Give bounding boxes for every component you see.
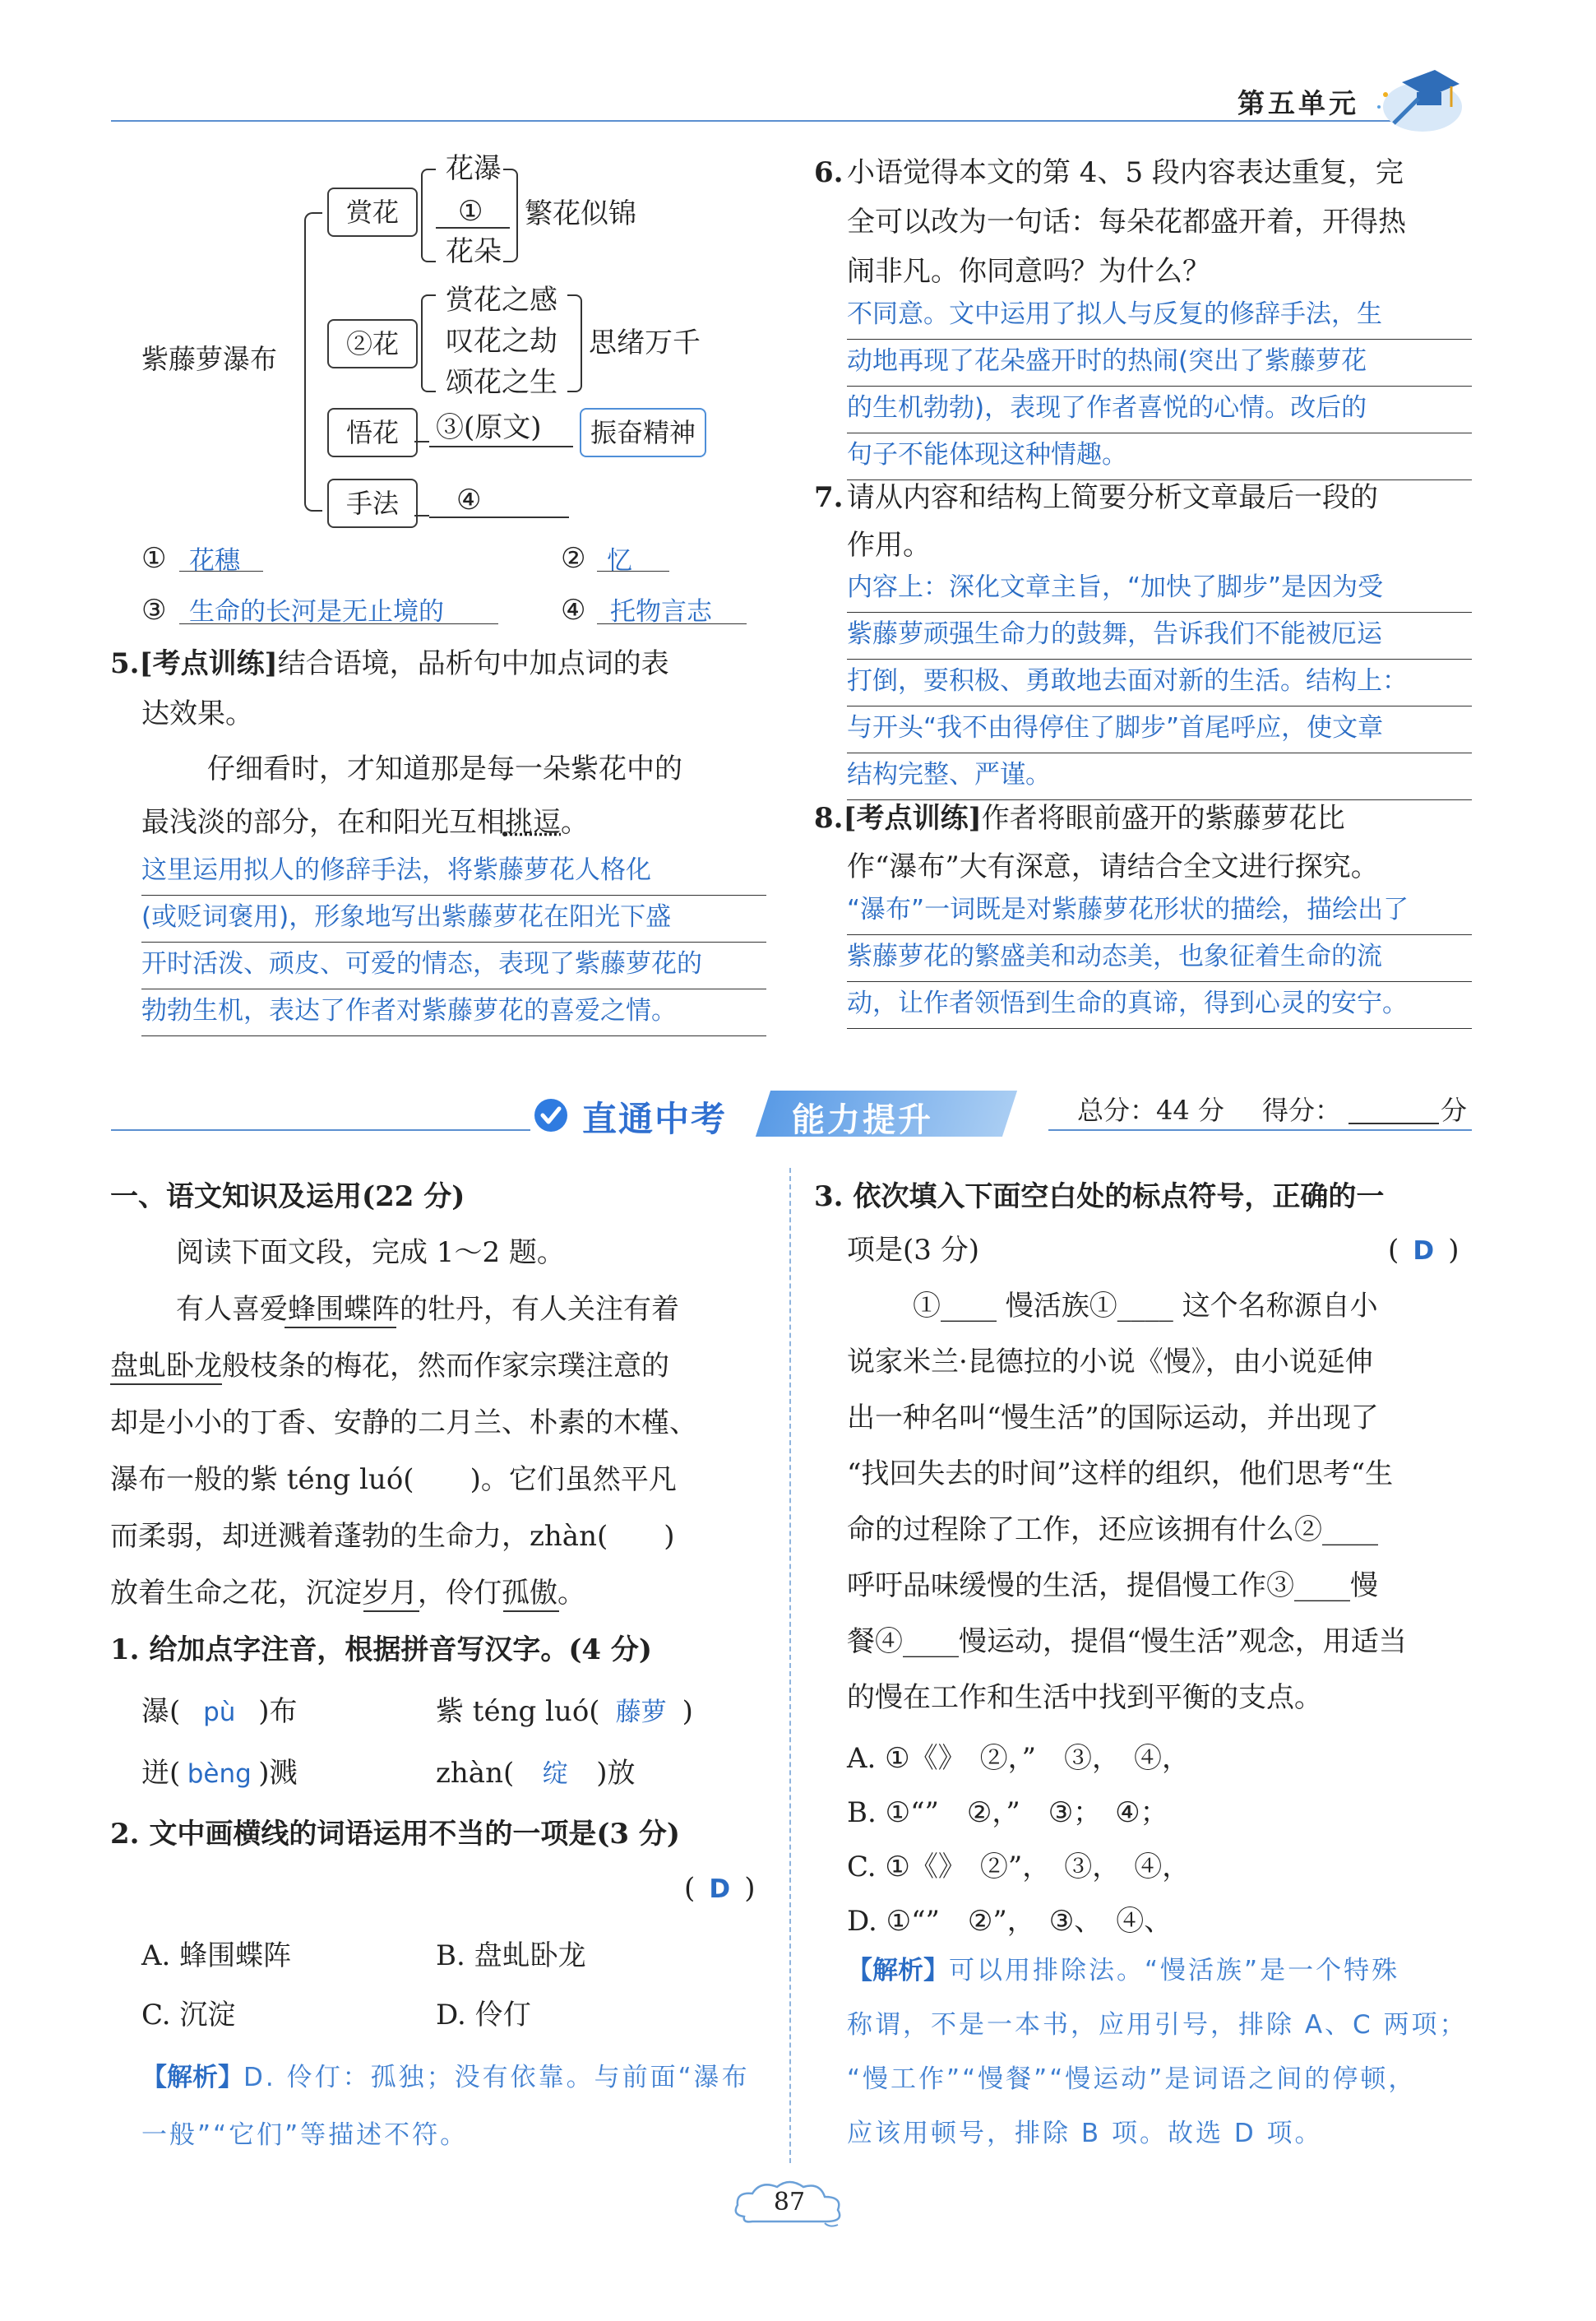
q1-r1-a-ans: pù (203, 1698, 236, 1727)
q1-r1-b-end: ) (682, 1695, 693, 1728)
q2-option-a[interactable]: A. 蜂围蝶阵 (141, 1939, 292, 1972)
b1-bracket (421, 169, 436, 262)
q5-dotted-word: 挑逗 (505, 806, 561, 839)
q7-answer-line: 内容上：深化文章主旨，“加快了脚步”是因为受 (847, 566, 1472, 613)
part1-p3: 却是小小的丁香、安静的二月兰、朴素的木槿、 (110, 1406, 697, 1439)
q2-answer-bracket: ( D ) (684, 1872, 756, 1905)
mindmap-bracket (304, 212, 322, 512)
q1-r2-a-ans: bèng (187, 1759, 252, 1789)
q6-stem-1: 小语觉得本文的第 4、5 段内容表达重复，完 (847, 156, 1404, 189)
q3-text-8: 的慢在工作和生活中找到平衡的支点。 (847, 1681, 1322, 1714)
section-title-a: 直通中考 (582, 1099, 728, 1139)
mindmap-box-wuhua: 悟花 (327, 408, 418, 457)
q2-answer: D (709, 1874, 731, 1904)
b2-item-2: 叹花之劫 (446, 325, 557, 358)
q8-answer-line: “瀑布”一词既是对紫藤萝花形状的描绘，描绘出了 (847, 888, 1472, 935)
mm-ans-3-num: ③ (141, 594, 167, 627)
q1-r2-b-end: )放 (596, 1757, 636, 1790)
b1-item-3: 花朵 (446, 235, 502, 268)
q6-stem-3: 闹非凡。你同意吗？为什么？ (847, 255, 1210, 288)
b4-underline (429, 517, 569, 518)
q3-analysis (847, 1949, 1399, 1986)
mm-ans-2-num: ② (561, 542, 586, 575)
q3-text-1: ①____ 慢活族①____ 这个名称源自小 (913, 1290, 1378, 1323)
q6-answer-line: 句子不能体现这种情趣。 (847, 433, 1472, 480)
q7-stem-1: 请从内容和结构上简要分析文章最后一段的 (847, 481, 1378, 514)
q3-text-2: 说家米兰·昆德拉的小说《慢》，由小说延伸 (847, 1346, 1373, 1378)
mm-ans-4-num: ④ (561, 594, 586, 627)
mm-ans-1: 花穗 (189, 546, 240, 576)
q3-analysis-1: 可以用排除法。“慢活族”是一个特殊 (949, 1956, 1400, 1985)
mindmap-box-shanghua: 赏花 (327, 188, 418, 237)
q1-r1-a-pre: 瀑( (141, 1695, 181, 1728)
q1-r2-b-ans: 绽 (542, 1759, 568, 1789)
q1-r2-a-pre: 迸( (141, 1757, 181, 1790)
part1-p6: 放着生命之花，沉淀岁月，伶仃孤傲。 (110, 1577, 585, 1610)
q6-answer-line: 不同意。文中运用了拟人与反复的修辞手法，生 (847, 293, 1472, 340)
q8-answer-line: 动，让作者领悟到生命的真谛，得到心灵的安宁。 (847, 982, 1472, 1029)
underline-chendian (363, 1610, 419, 1612)
q8-answer (847, 888, 1472, 1029)
mm-ans-2-line (597, 571, 669, 572)
unit-title: 第五单元 (1237, 87, 1359, 119)
header-rule (111, 120, 1394, 122)
q3-option-c[interactable]: C. ①《》 ②”， ③， ④， (847, 1851, 1191, 1883)
q5-tag: [考点训练] (139, 647, 278, 680)
part1-heading: 一、语文知识及运用(22 分) (110, 1180, 465, 1213)
q2-analysis (141, 2056, 750, 2093)
q6-stem-2: 全可以改为一句话：每朵花都盛开着，开得热 (847, 206, 1406, 239)
section-banner (533, 1087, 1014, 1138)
b2-item-3: 颂花之生 (446, 366, 557, 399)
q2-option-c[interactable]: C. 沉淀 (141, 1999, 236, 2031)
q5-answer-line: (或贬词褒用)，形象地写出紫藤萝花在阳光下盛 (141, 896, 766, 943)
q3-analysis-3: “慢工作”“慢餐”“慢运动”是词语之间的停顿， (847, 2064, 1417, 2094)
part1-p2: 盘虬卧龙般枝条的梅花，然而作家宗璞注意的 (110, 1350, 669, 1383)
mm-ans-1-num: ① (141, 542, 167, 575)
q5-answer-line: 勃勃生机，表达了作者对紫藤萝花的喜爱之情。 (141, 989, 766, 1036)
q5-answer (141, 849, 766, 1036)
section-title-b: 能力提升 (792, 1101, 933, 1139)
q5-quote-2c: 。 (561, 806, 589, 839)
q6-answer-line: 的生机勃勃)，表现了作者喜悦的心情。改后的 (847, 387, 1472, 433)
b3-underline (429, 446, 573, 447)
q8-stem-2: 作“瀑布”大有深意，请结合全文进行探究。 (847, 850, 1379, 883)
q7-answer-line: 打倒，要积极、勇敢地去面对新的生活。结构上： (847, 660, 1472, 706)
score-total: 总分：44 分 (1077, 1095, 1224, 1126)
underline-panqiu (110, 1383, 222, 1385)
q7-answer-line: 紫藤萝顽强生命力的鼓舞，告诉我们不能被厄运 (847, 613, 1472, 660)
mindmap-root: 紫藤萝瀑布 (141, 343, 277, 375)
q3-text-3: 出一种名叫“慢生活”的国际运动，并出现了 (847, 1401, 1379, 1434)
part1-p5: 而柔弱，却迸溅着蓬勃的生命力，zhàn( ) (110, 1520, 675, 1553)
mm-ans-3-line (179, 623, 498, 624)
part1-p1: 有人喜爱蜂围蝶阵的牡丹，有人关注有着 (176, 1293, 679, 1326)
q3-text-5: 命的过程除了工作，还应该拥有什么②____ (847, 1513, 1378, 1546)
b1-item-2: ① (458, 195, 483, 228)
q1-r1-b-ans: 藤萝 (615, 1698, 667, 1727)
q5-stem-1: 结合语境，品析句中加点词的表 (277, 647, 669, 680)
q1-r2-a-end: )溅 (258, 1757, 298, 1790)
b2-bracket (421, 294, 436, 392)
b2-item-1: 赏花之感 (446, 284, 557, 317)
b3-connector (414, 441, 429, 442)
q3-option-d[interactable]: D. ①“” ②”， ③、 ④、 (847, 1905, 1173, 1938)
score-unit: 分 (1441, 1095, 1468, 1126)
q8-stem-text: 作者将眼前盛开的紫藤萝花比 (981, 802, 1345, 835)
q3-analysis-2: 称谓，不是一本书，应用引号，排除 A、C 两项； (847, 2010, 1468, 2040)
b1-item-1: 花瀑 (446, 152, 502, 185)
q8-tag: [考点训练] (843, 802, 982, 835)
q3-text-4: “找回失去的时间”这样的组织，他们思考“生 (847, 1457, 1394, 1490)
q3-stem-1: 3. 依次填入下面空白处的标点符号，正确的一 (814, 1180, 1385, 1213)
q3-answer-bracket: ( D ) (1388, 1234, 1460, 1267)
q3-text-7: 餐④____慢运动，提倡“慢生活”观念，用适当 (847, 1625, 1407, 1658)
q5-answer-line: 开时活泼、顽皮、可爱的情态，表现了紫藤萝花的 (141, 943, 766, 989)
q5-answer-line: 这里运用拟人的修辞手法，将紫藤萝花人格化 (141, 849, 766, 896)
q6-answer-line: 动地再现了花朵盛开时的热闹(突出了紫藤萝花 (847, 340, 1472, 387)
q1-r2-b-pre: zhàn( (436, 1757, 515, 1790)
score-blank[interactable] (1349, 1123, 1439, 1124)
q7-num: 7. (814, 481, 844, 514)
q2-analysis-tag: 【解析】 (141, 2063, 243, 2092)
q2-analysis-1: D. 伶仃：孤独；没有依靠。与前面“瀑布 (243, 2063, 750, 2092)
q7-answer-line: 结构完整、严谨。 (847, 753, 1472, 800)
section-rule-right (1048, 1129, 1472, 1131)
mindmap-box-yihua: ②花 (327, 319, 418, 368)
q3-analysis-4: 应该用顿号，排除 B 项。故选 D 项。 (847, 2119, 1323, 2148)
q2-option-b[interactable]: B. 盘虬卧龙 (436, 1939, 586, 1972)
q3-stem-2: 项是(3 分) (847, 1234, 979, 1267)
q3-analysis-tag: 【解析】 (847, 1956, 949, 1985)
check-icon (533, 1097, 569, 1133)
q5-stem (110, 647, 669, 680)
q5-stem-2: 达效果。 (141, 697, 253, 730)
mm-ans-2: 忆 (607, 546, 632, 576)
b4-item: ④ (456, 484, 482, 517)
q1-r2-a (141, 1757, 298, 1791)
q6-num: 6. (814, 156, 844, 189)
page-number: 87 (773, 2188, 806, 2217)
q7-answer-line: 与开头“我不由得停住了脚步”首尾呼应，使文章 (847, 706, 1472, 753)
column-divider (789, 1168, 791, 2163)
q6-answer (847, 293, 1472, 480)
b3-item: ③(原文) (436, 411, 542, 444)
q1-stem: 1. 给加点字注音，根据拼音写汉字。(4 分) (110, 1633, 652, 1666)
graduation-cap-icon (1369, 49, 1468, 140)
q5-quote-1: 仔细看时，才知道那是每一朵紫花中的 (207, 753, 682, 785)
q3-option-b[interactable]: B. ①“” ②，” ③； ④； (847, 1796, 1168, 1829)
q5-quote-2a: 最浅淡的部分，在和阳光互相 (141, 806, 505, 839)
q1-r1-b-pre: 紫 téng luó( (436, 1695, 600, 1728)
q2-analysis-2: 一般”“它们”等描述不符。 (141, 2120, 469, 2150)
mm-ans-3: 生命的长河是无止境的 (189, 597, 444, 627)
q3-text-6: 呼吁品味缓慢的生活，提倡慢工作③____慢 (847, 1569, 1378, 1602)
q5-num: 5. (110, 647, 140, 680)
q3-answer: D (1413, 1236, 1435, 1266)
q7-answer (847, 566, 1472, 800)
mindmap-box-zhenfen: 振奋精神 (580, 408, 706, 457)
q1-r1-b (436, 1695, 693, 1729)
mm-ans-4-line (597, 623, 747, 624)
b2-right-bracket (567, 294, 582, 392)
part1-intro: 阅读下面文段，完成 1～2 题。 (176, 1236, 565, 1269)
q2-stem: 2. 文中画横线的词语运用不当的一项是(3 分) (110, 1818, 680, 1851)
section-rule-left (111, 1129, 530, 1131)
mindmap-box-shoufa: 手法 (327, 479, 418, 528)
b1-item-2-underline (436, 227, 510, 229)
mm-ans-4: 托物言志 (610, 597, 712, 627)
b4-connector (414, 515, 429, 517)
part1-p4: 瀑布一般的紫 téng luó( )。它们虽然平凡 (110, 1463, 677, 1496)
q3-option-a[interactable]: A. ①《》 ②，” ③， ④， (847, 1742, 1191, 1775)
q1-r1-a (141, 1695, 298, 1729)
q8-answer-line: 紫藤萝花的繁盛美和动态美，也象征着生命的流 (847, 935, 1472, 982)
q8-num: 8. (814, 802, 844, 835)
q7-stem-2: 作用。 (847, 529, 931, 562)
score-get: 得分： (1262, 1095, 1342, 1126)
underline-fengwei (285, 1327, 396, 1328)
underline-lingding (503, 1610, 559, 1612)
q1-r2-b (436, 1757, 636, 1791)
b1-right-bracket (503, 169, 518, 262)
q1-r1-a-end: )布 (258, 1695, 298, 1728)
b1-summary: 繁花似锦 (525, 197, 636, 230)
mm-ans-1-line (179, 571, 263, 572)
q8-stem-1 (814, 802, 1345, 835)
b2-summary: 思绪万千 (589, 327, 701, 359)
q5-quote-2 (141, 806, 589, 839)
q2-option-d[interactable]: D. 伶仃 (436, 1999, 531, 2031)
